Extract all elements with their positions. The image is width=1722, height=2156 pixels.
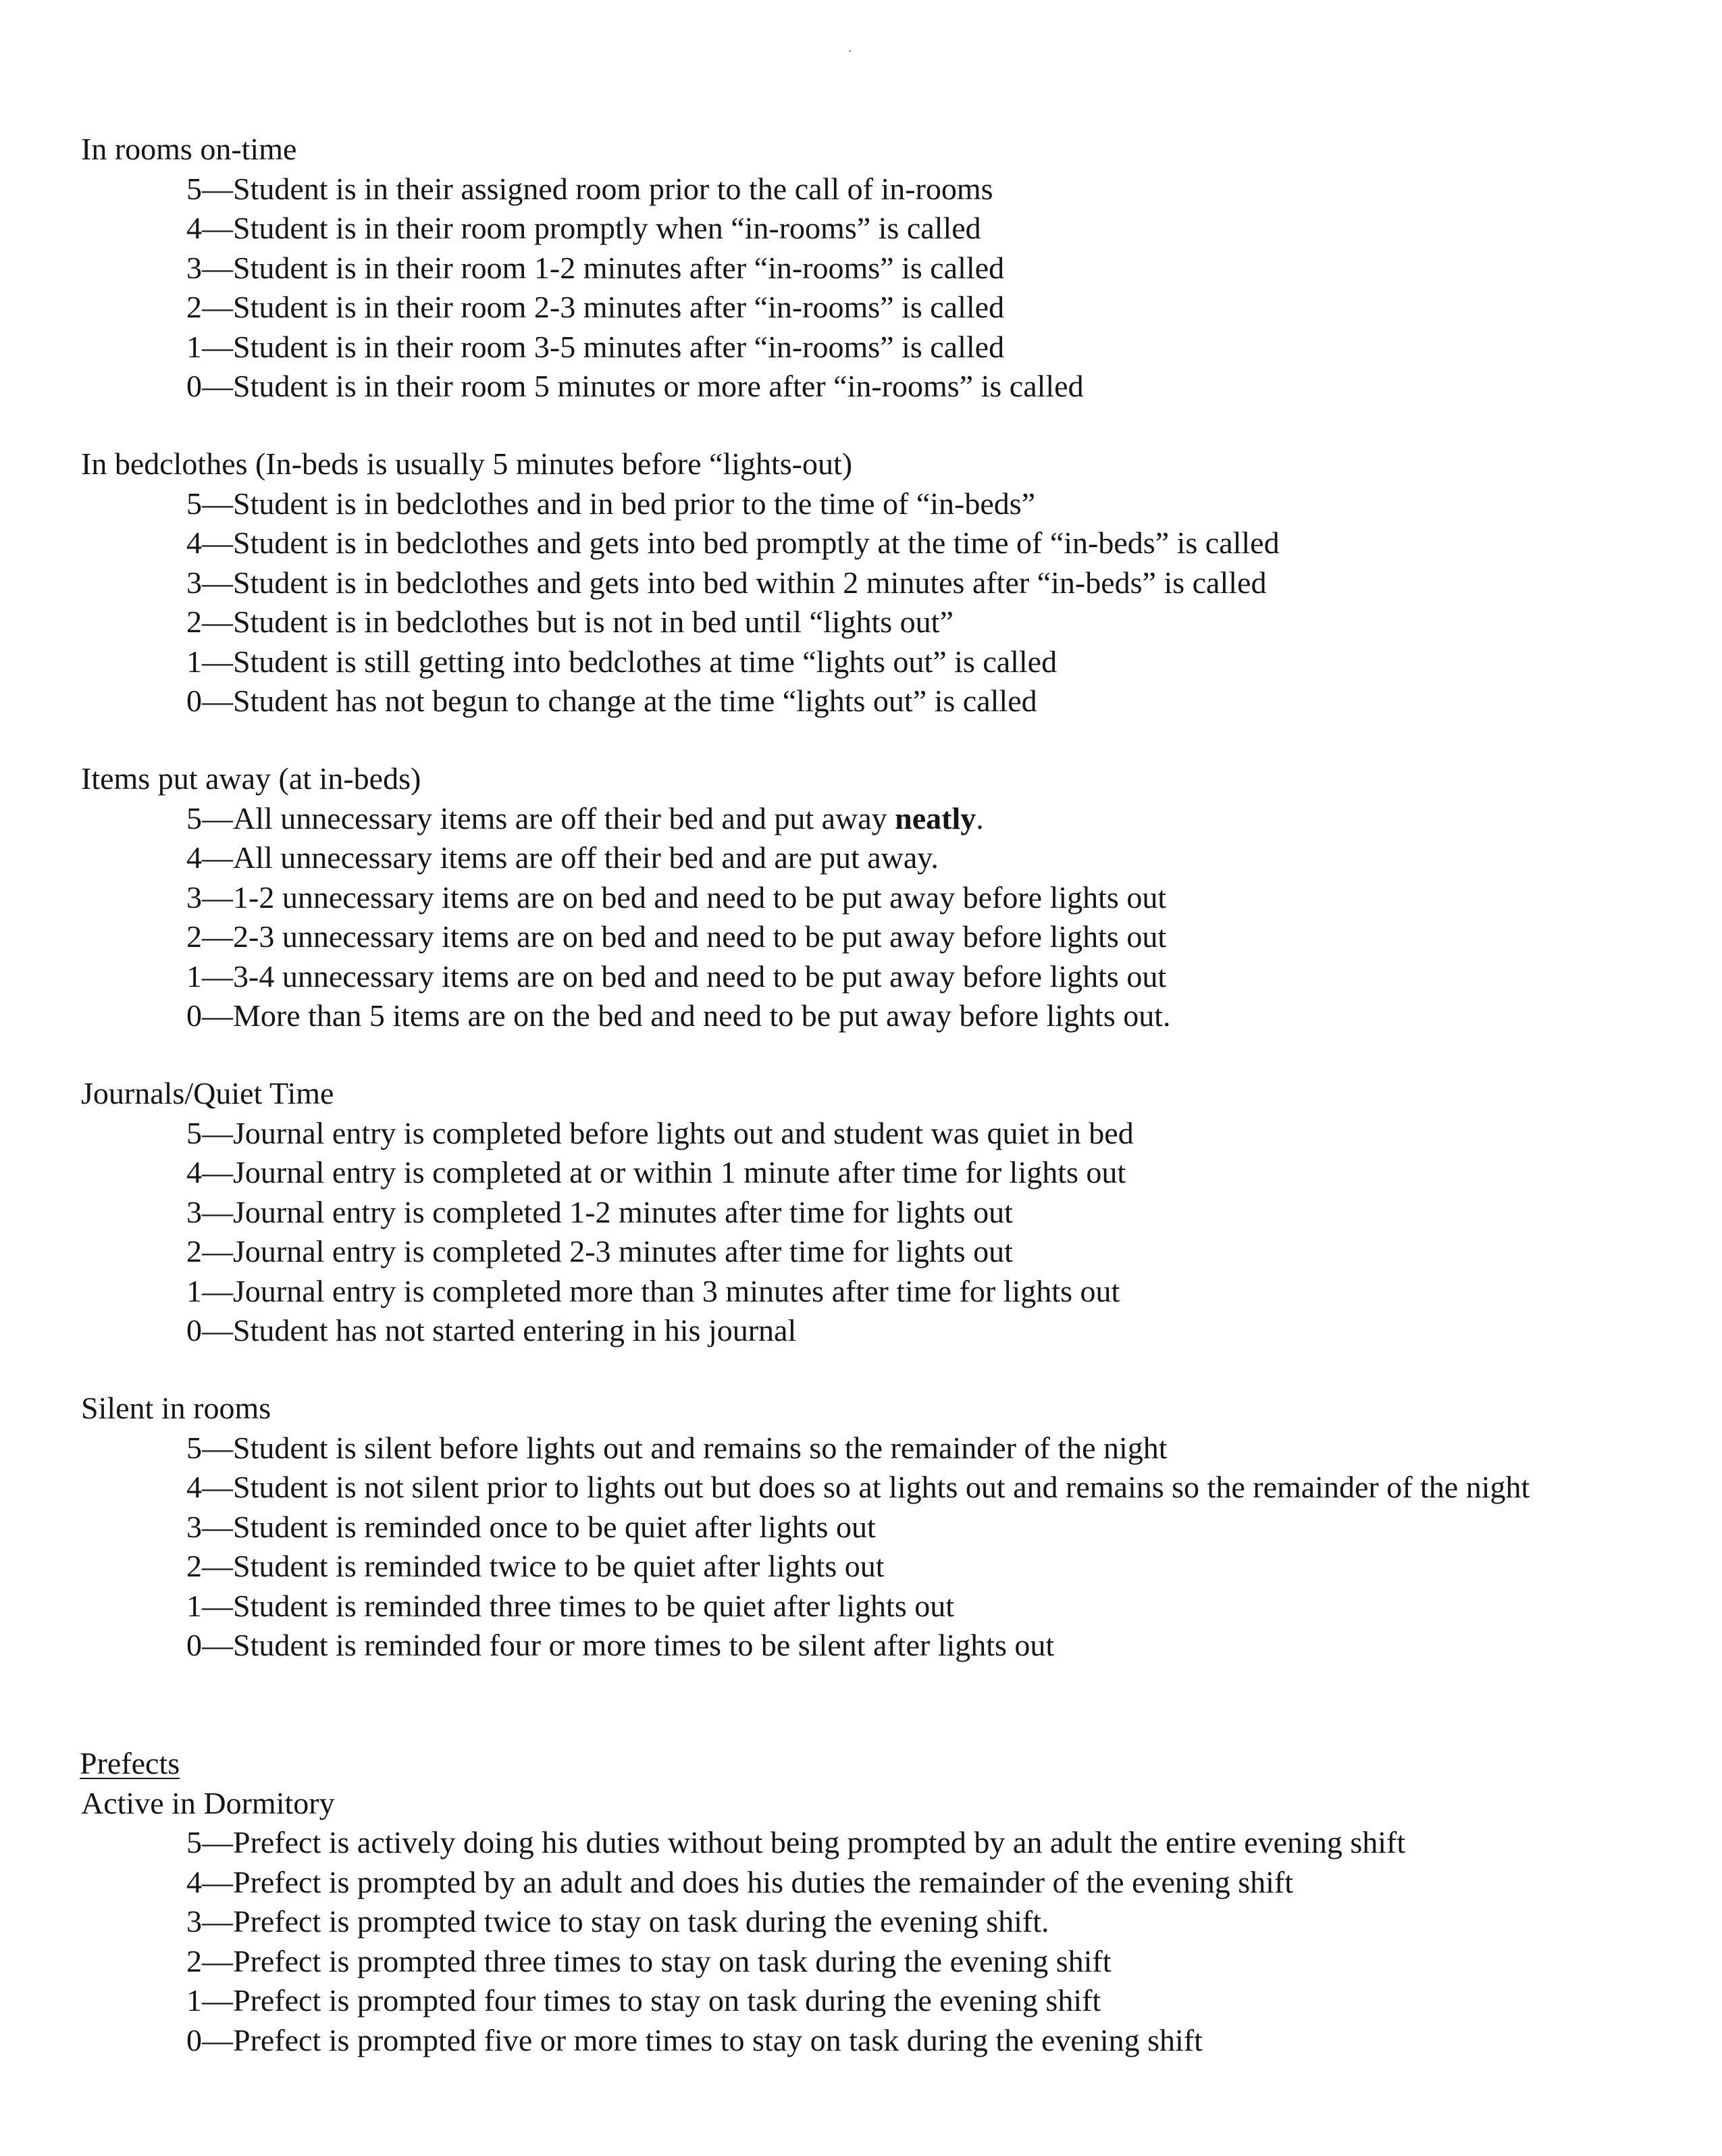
score: 5 (186, 1825, 202, 1859)
score: 0 (186, 1313, 202, 1348)
score: 1 (186, 329, 202, 364)
criteria-item (81, 170, 1621, 209)
criteria-text: Student is in bedclothes and in bed prior to the time of “in-beds” (233, 486, 1036, 521)
section-silent-in-rooms (81, 1389, 1621, 1666)
criteria-item (81, 1429, 1621, 1468)
dash: — (202, 1549, 233, 1583)
criteria-text: Student is reminded twice to be quiet after lights out (233, 1549, 885, 1583)
dash: — (202, 1470, 233, 1504)
dash: — (202, 171, 233, 206)
score: 3 (186, 250, 202, 285)
dash: — (202, 840, 233, 875)
dash: — (202, 1864, 233, 1899)
criteria-item (81, 563, 1621, 603)
group-title-prefects: Prefects (80, 1746, 180, 1780)
dash: — (202, 1194, 233, 1229)
criteria-tail: . (976, 800, 984, 836)
section-in-rooms-on-time (81, 130, 1621, 407)
criteria-text: Student is in their room 5 minutes or more after “in-rooms” is called (233, 369, 1084, 403)
dash: — (202, 919, 233, 954)
score: 2 (186, 290, 202, 324)
score: 3 (186, 1904, 202, 1939)
dash: — (202, 1273, 233, 1308)
criteria-item (81, 957, 1621, 997)
dash: — (202, 605, 233, 639)
criteria-text: Prefect is actively doing his duties without being prompted by an adult the entire evening shift (233, 1825, 1406, 1859)
dash: — (202, 369, 233, 403)
criteria-item (81, 799, 1621, 839)
dash: — (202, 329, 233, 364)
score: 0 (186, 998, 202, 1033)
dash: — (202, 1628, 233, 1662)
criteria-text: Student has not begun to change at the time “lights out” is called (233, 684, 1037, 718)
criteria-emphasis: neatly (895, 800, 976, 836)
criteria-text: Student is in their assigned room prior to the call of in-rooms (233, 171, 993, 206)
score: 4 (186, 840, 202, 875)
dash: — (202, 1509, 233, 1544)
score: 2 (186, 605, 202, 639)
score: 2 (186, 1549, 202, 1583)
score: 1 (186, 644, 202, 679)
criteria-item (81, 1823, 1621, 1863)
criteria-item (81, 1114, 1621, 1154)
criteria-list (81, 484, 1621, 721)
criteria-item (81, 1193, 1621, 1233)
score: 1 (186, 958, 202, 994)
criteria-list (81, 170, 1621, 407)
criteria-text: Student is in bedclothes but is not in bed until “lights out” (233, 605, 954, 639)
dash: — (202, 684, 233, 718)
section-items-put-away (81, 759, 1621, 1036)
score: 2 (186, 1943, 202, 1978)
section-heading: In rooms on-time (81, 132, 297, 166)
dash: — (202, 1115, 233, 1150)
criteria-text: Student is reminded three times to be quiet after lights out (233, 1588, 954, 1623)
dash: — (202, 525, 233, 560)
criteria-item (81, 1508, 1621, 1547)
score: 0 (186, 369, 202, 403)
criteria-item (81, 1232, 1621, 1272)
criteria-text: Student is in their room 3-5 minutes after “in-rooms” is called (233, 329, 1005, 364)
criteria-text: Journal entry is completed before lights out and student was quiet in bed (233, 1115, 1134, 1150)
score: 2 (186, 1234, 202, 1268)
criteria-item (81, 249, 1621, 288)
criteria-item (81, 1587, 1621, 1626)
criteria-item (81, 367, 1621, 407)
score: 1 (186, 1983, 202, 2018)
dash: — (202, 1943, 233, 1978)
dash: — (202, 1313, 233, 1348)
criteria-item (81, 1981, 1621, 2021)
section-heading: Active in Dormitory (81, 1785, 335, 1820)
score: 5 (186, 1115, 202, 1150)
score: 4 (186, 525, 202, 560)
dash: — (202, 1983, 233, 2018)
dash: — (202, 565, 233, 600)
criteria-text: Journal entry is completed more than 3 minutes after time for lights out (233, 1273, 1120, 1308)
criteria-item (81, 1863, 1621, 1903)
dash: — (202, 958, 233, 994)
criteria-text: More than 5 items are on the bed and need to be put away before lights out. (233, 998, 1171, 1033)
criteria-text: Prefect is prompted three times to stay on task during the evening shift (233, 1943, 1112, 1978)
criteria-list (81, 799, 1621, 1036)
criteria-text: 3-4 unnecessary items are on bed and need to be put away before lights out (233, 958, 1167, 994)
criteria-item (81, 917, 1621, 957)
score: 1 (186, 1273, 202, 1308)
criteria-text: 2-3 unnecessary items are on bed and need to be put away before lights out (233, 919, 1167, 954)
criteria-item (81, 288, 1621, 328)
score: 4 (186, 1864, 202, 1899)
dash: — (202, 290, 233, 324)
dash: — (202, 2022, 233, 2057)
criteria-text: All unnecessary items are off their bed and are put away. (233, 840, 939, 875)
score: 0 (186, 1628, 202, 1662)
score: 4 (186, 1470, 202, 1504)
criteria-text: Student is in their room 2-3 minutes after “in-rooms” is called (233, 290, 1005, 324)
score: 5 (186, 486, 202, 521)
criteria-item (81, 1468, 1621, 1508)
criteria-item (81, 1942, 1621, 1982)
score: 3 (186, 565, 202, 600)
criteria-text: Journal entry is completed 1-2 minutes after time for lights out (233, 1194, 1013, 1229)
criteria-text: Student has not started entering in his journal (233, 1313, 797, 1348)
criteria-text: Student is in their room 1-2 minutes after “in-rooms” is called (233, 250, 1005, 285)
dash: — (202, 1234, 233, 1268)
criteria-item (81, 682, 1621, 721)
dash: — (202, 486, 233, 521)
criteria-text: Student is in their room promptly when “in-rooms” is called (233, 211, 981, 245)
dash: — (202, 644, 233, 679)
criteria-item (81, 209, 1621, 249)
criteria-text: Prefect is prompted by an adult and does his duties the remainder of the evening shift (233, 1864, 1293, 1899)
criteria-text: Student is reminded four or more times to be silent after lights out (233, 1628, 1055, 1662)
section-heading: Journals/Quiet Time (81, 1076, 334, 1110)
criteria-item (81, 2021, 1621, 2061)
criteria-text: Student is in bedclothes and gets into bed within 2 minutes after “in-beds” is called (233, 565, 1267, 600)
criteria-item (81, 523, 1621, 563)
section-prefects-active-in-dormitory (81, 1744, 1621, 2060)
section-heading: In bedclothes (In-beds is usually 5 minutes before “lights-out) (81, 446, 853, 481)
section-journals-quiet-time (81, 1074, 1621, 1351)
criteria-text: 1-2 unnecessary items are on bed and need to be put away before lights out (233, 879, 1167, 915)
criteria-item (81, 878, 1621, 918)
criteria-list (81, 1114, 1621, 1351)
score: 3 (186, 1194, 202, 1229)
criteria-text: Journal entry is completed at or within 1 minute after time for lights out (233, 1155, 1126, 1189)
dash: — (202, 879, 233, 915)
criteria-item (81, 602, 1621, 642)
scan-speck (849, 50, 851, 52)
dash: — (202, 211, 233, 245)
dash: — (202, 998, 233, 1033)
criteria-text: Student is reminded once to be quiet after lights out (233, 1509, 876, 1544)
dash: — (202, 1825, 233, 1859)
dash: — (202, 1155, 233, 1189)
criteria-text: Prefect is prompted five or more times to stay on task during the evening shift (233, 2022, 1203, 2057)
criteria-item (81, 484, 1621, 524)
score: 5 (186, 171, 202, 206)
criteria-list (81, 1429, 1621, 1666)
criteria-item (81, 642, 1621, 682)
criteria-text: Student is silent before lights out and remains so the remainder of the night (233, 1430, 1168, 1465)
score: 0 (186, 2022, 202, 2057)
dash: — (202, 1588, 233, 1623)
criteria-text: All unnecessary items are off their bed and put away (233, 800, 895, 836)
score: 4 (186, 1155, 202, 1189)
dash: — (202, 1430, 233, 1465)
criteria-item (81, 1272, 1621, 1312)
dash: — (202, 250, 233, 285)
score: 5 (186, 1430, 202, 1465)
score: 5 (186, 800, 202, 836)
section-heading: Silent in rooms (81, 1391, 271, 1425)
dash: — (202, 800, 233, 836)
section-heading: Items put away (at in-beds) (81, 761, 421, 796)
criteria-list (81, 1823, 1621, 2060)
criteria-text: Student is not silent prior to lights out but does so at lights out and remains so the remainder of the night (233, 1470, 1530, 1504)
criteria-text: Prefect is prompted four times to stay on task during the evening shift (233, 1983, 1101, 2018)
score: 1 (186, 1588, 202, 1623)
score: 0 (186, 684, 202, 718)
criteria-text: Student is still getting into bedclothes at time “lights out” is called (233, 644, 1058, 679)
criteria-item (81, 1902, 1621, 1942)
criteria-item (81, 838, 1621, 878)
criteria-text: Journal entry is completed 2-3 minutes after time for lights out (233, 1234, 1013, 1268)
criteria-item (81, 1311, 1621, 1351)
score: 4 (186, 211, 202, 245)
score: 2 (186, 919, 202, 954)
dash: — (202, 1904, 233, 1939)
criteria-item (81, 1626, 1621, 1666)
criteria-item (81, 996, 1621, 1036)
criteria-item (81, 328, 1621, 367)
score: 3 (186, 879, 202, 915)
section-in-bedclothes (81, 444, 1621, 721)
criteria-item (81, 1153, 1621, 1193)
criteria-text: Student is in bedclothes and gets into bed promptly at the time of “in-beds” is called (233, 525, 1280, 560)
criteria-text: Prefect is prompted twice to stay on task during the evening shift. (233, 1904, 1049, 1939)
criteria-item (81, 1547, 1621, 1587)
score: 3 (186, 1509, 202, 1544)
